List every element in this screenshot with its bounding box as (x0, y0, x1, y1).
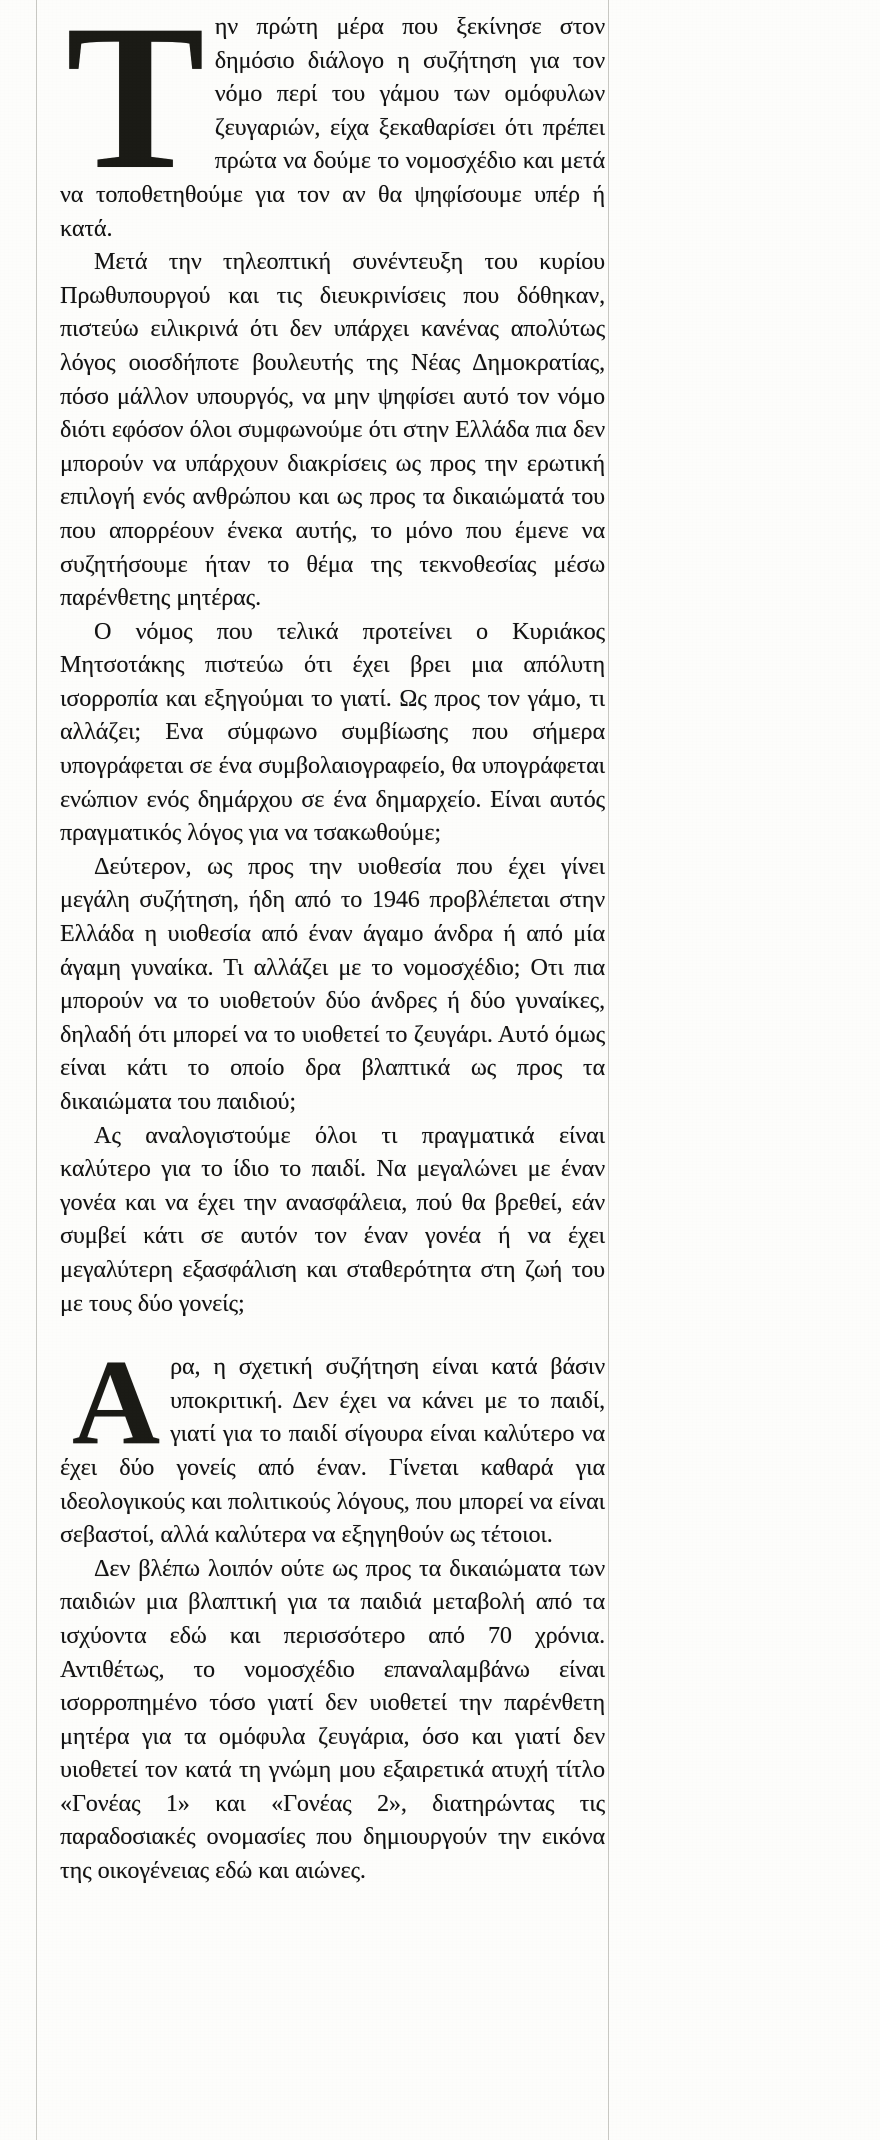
opening-paragraph-two: ρα, η σχετική συζήτηση είναι κατά βάσιν υποκριτική. Δεν έχει να κάνει με το παιδί, γιατί για το παιδί σίγουρα είναι καλύτερο να έχει δύο γονείς από έναν. Γίνεται καθαρά για ιδεολογικούς και πολιτικούς λόγους, που μπορεί να είναι σεβαστοί, αλλά καλύτερα να εξηγηθούν ως τέτοιοι. (60, 1353, 605, 1549)
article-text-column (60, 0, 605, 1888)
body-paragraph: Μετά την τηλεοπτική συνέντευξη του κυρίου Πρωθυπουργού και τις διευκρινίσεις που δόθηκαν, πιστεύω ειλικρινά ότι δεν υπάρχει κανένας απολύτως λόγος οιοσδήποτε βουλευτής της Νέας Δημοκρατίας, πόσο μάλλον υπουργός, να μην ψηφίσει αυτό τον νόμο διότι εφόσον όλοι συμφωνούμε ότι στην Ελλάδα πια δεν μπορούν να υπάρχουν διακρίσεις ως προς την ερωτική επιλογή ενός ανθρώπου και ως προς τα δικαιώματά του που απορρέουν ένεκα αυτής, το μόνο που έμενε να συζητήσουμε ήταν το θέμα της τεκνοθεσίας μέσω παρένθετης μητέρας. (60, 248, 605, 612)
left-column-rule (36, 0, 37, 2140)
drop-cap-alpha: Α (72, 1335, 161, 1471)
drop-cap-tau: Τ (66, 0, 201, 212)
opening-paragraph-one: ην πρώτη μέρα που ξεκίνησε στον δημόσιο διάλογο η συζήτηση για τον νόμο περί του γάμου των ομόφυλων ζευγαριών, είχα ξεκαθαρίσει ότι πρέπει πρώτα να δούμε το νομοσχέδιο και μετά να τοποθετηθούμε για τον αν θα ψηφίσουμε υπέρ ή κατά. (60, 13, 605, 242)
body-paragraph: Δεύτερον, ως προς την υιοθεσία που έχει γίνει μεγάλη συζήτηση, ήδη από το 1946 προβλέπεται στην Ελλάδα η υιοθεσία από έναν άγαμο άνδρα ή από μία άγαμη γυναίκα. Τι αλλάζει με το νομοσχέδιο; Οτι πια μπορούν να το υιοθετούν δύο άνδρες ή δύο γυναίκες, δηλαδή ότι μπορεί να το υιοθετεί το ζευγάρι. Αυτό όμως είναι κάτι το οποίο δρα βλαπτικά ως προς τα δικαιώματα του παιδιού; (60, 852, 605, 1115)
article-opening-block-two (60, 1335, 605, 1552)
article-opening-block-one (60, 0, 605, 245)
body-paragraph: Ας αναλογιστούμε όλοι τι πραγματικά είναι καλύτερο για το ίδιο το παιδί. Να μεγαλώνει με έναν γονέα και να έχει την ανασφάλεια, πού θα βρεθεί, εάν συμβεί κάτι σε αυτόν τον έναν γονέα ή να έχει μεγαλύτερη εξασφάλιση και σταθερότητα στη ζωή του με τους δύο γονείς; (60, 1121, 605, 1317)
body-paragraph: Δεν βλέπω λοιπόν ούτε ως προς τα δικαιώματα των παιδιών μια βλαπτική για τα παιδιά μεταβολή από τα ισχύοντα εδώ και περισσότερο από 70 χρόνια. Αντιθέτως, το νομοσχέδιο επαναλαμβάνω είναι ισορροπημένο τόσο γιατί δεν υιοθετεί την παρένθετη μητέρα για τα ομόφυλα ζευγάρια, όσο και γιατί δεν υιοθετεί τον κατά τη γνώμη μου εξαιρετικά ατυχή τίτλο «Γονέας 1» και «Γονέας 2», διατηρώντας τις παραδοσιακές ονομασίες που δημιουργούν την εικόνα της οικογένειας εδώ και αιώνες. (60, 1554, 605, 1885)
body-paragraph: Ο νόμος που τελικά προτείνει ο Κυριάκος Μητσοτάκης πιστεύω ότι έχει βρει μια απόλυτη ισορροπία και εξηγούμαι το γιατί. Ως προς τον γάμο, τι αλλάζει; Ενα σύμφωνο συμβίωσης που σήμερα υπογράφεται σε ένα συμβολαιογραφείο, θα υπογράφεται ενώπιον ενός δημάρχου σε ένα δημαρχείο. Είναι αυτός πραγματικός λόγος για να τσακωθούμε; (60, 617, 605, 847)
right-column-rule (608, 0, 609, 2140)
